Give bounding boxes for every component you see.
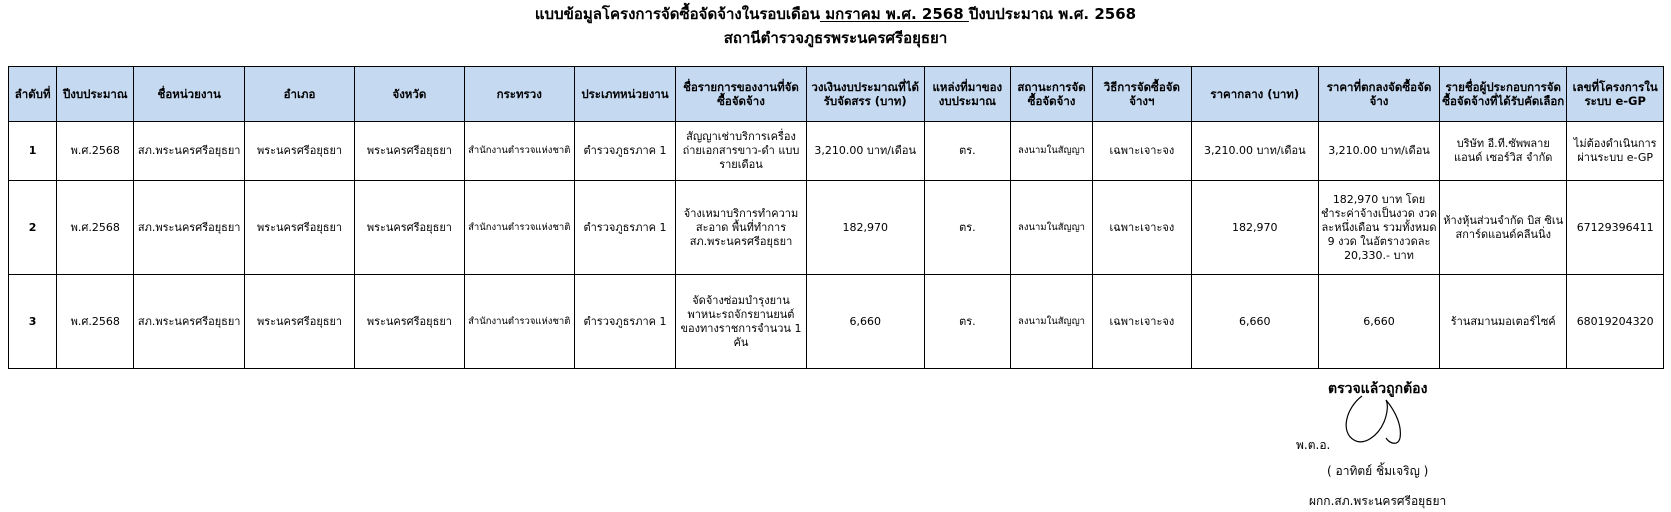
table-cell: สภ.พระนครศรีอยุธยา bbox=[134, 122, 245, 181]
table-cell: พ.ศ.2568 bbox=[57, 122, 134, 181]
table-cell: ลงนามในสัญญา bbox=[1010, 275, 1092, 369]
col-header: กระทรวง bbox=[464, 67, 574, 122]
table-cell: พระนครศรีอยุธยา bbox=[354, 122, 464, 181]
table-header-row bbox=[9, 67, 1664, 122]
col-header: สถานะการจัดซื้อจัดจ้าง bbox=[1010, 67, 1092, 122]
table-cell: ตำรวจภูธรภาค 1 bbox=[574, 181, 676, 275]
col-header: ราคาที่ตกลงจัดซื้อจัดจ้าง bbox=[1318, 67, 1439, 122]
col-header: ปีงบประมาณ bbox=[57, 67, 134, 122]
table-cell: 6,660 bbox=[1191, 275, 1318, 369]
table-cell: สำนักงานตำรวจแห่งชาติ bbox=[464, 122, 574, 181]
table-cell: 6,660 bbox=[1318, 275, 1439, 369]
title-suffix: ปีงบประมาณ พ.ศ. 2568 bbox=[968, 5, 1137, 23]
table-cell: สัญญาเช่าบริการเครื่องถ่ายเอกสารขาว-ดำ แบบรายเดือน bbox=[676, 122, 806, 181]
table-cell: 3,210.00 บาท/เดือน bbox=[806, 122, 924, 181]
table-cell: ตร. bbox=[924, 181, 1010, 275]
table-cell: ไม่ต้องดำเนินการผ่านระบบ e-GP bbox=[1567, 122, 1664, 181]
table-cell: ตำรวจภูธรภาค 1 bbox=[574, 122, 676, 181]
page-title bbox=[0, 4, 1671, 24]
table-cell: ลงนามในสัญญา bbox=[1010, 122, 1092, 181]
table-cell: 6,660 bbox=[806, 275, 924, 369]
table-cell: 182,970 bbox=[1191, 181, 1318, 275]
table-cell: พระนครศรีอยุธยา bbox=[354, 275, 464, 369]
col-header: แหล่งที่มาของงบประมาณ bbox=[924, 67, 1010, 122]
table-cell: บริษัท อี.ที.ซัพพลาย แอนด์ เซอร์วิส จำกัด bbox=[1440, 122, 1567, 181]
signature-position: ผกก.สภ.พระนครศรีอยุธยา bbox=[1309, 494, 1447, 508]
table-cell: 182,970 บาท โดยชำระค่าจ้างเป็นงวด งวดละหนึ่งเดือน รวมทั้งหมด 9 งวด ในอัตรางวดละ 20,330.- บาท bbox=[1318, 181, 1439, 275]
procurement-table bbox=[8, 66, 1664, 369]
col-header: ชื่อรายการของงานที่จัดซื้อจัดจ้าง bbox=[676, 67, 806, 122]
signature-name: ( อาทิตย์ ชิ้มเจริญ ) bbox=[1327, 464, 1429, 478]
table-cell: ตำรวจภูธรภาค 1 bbox=[574, 275, 676, 369]
col-header: เลขที่โครงการในระบบ e-GP bbox=[1567, 67, 1664, 122]
col-header: ลำดับที่ bbox=[9, 67, 57, 122]
signature-check-text: ตรวจแล้วถูกต้อง bbox=[1328, 381, 1428, 397]
table-cell: สำนักงานตำรวจแห่งชาติ bbox=[464, 275, 574, 369]
table-cell: พระนครศรีอยุธยา bbox=[245, 122, 355, 181]
table-cell: 3,210.00 บาท/เดือน bbox=[1318, 122, 1439, 181]
signature-rank: พ.ต.อ. bbox=[1296, 438, 1331, 452]
table-cell: 3 bbox=[9, 275, 57, 369]
title-prefix: แบบข้อมูลโครงการจัดซื้อจัดจ้างในรอบเดือน bbox=[534, 5, 821, 23]
table-cell: 182,970 bbox=[806, 181, 924, 275]
table-row bbox=[9, 122, 1664, 181]
page-subtitle: สถานีตำรวจภูธรพระนครศรีอยุธยา bbox=[723, 29, 948, 47]
col-header: วงเงินงบประมาณที่ได้รับจัดสรร (บาท) bbox=[806, 67, 924, 122]
table-cell: 2 bbox=[9, 181, 57, 275]
col-header: ราคากลาง (บาท) bbox=[1191, 67, 1318, 122]
table-cell: สำนักงานตำรวจแห่งชาติ bbox=[464, 181, 574, 275]
table-cell: เฉพาะเจาะจง bbox=[1093, 122, 1192, 181]
table-cell: ลงนามในสัญญา bbox=[1010, 181, 1092, 275]
table-cell: จัดจ้างซ่อมบำรุงยานพาหนะรถจักรยานยนต์ของทางราชการจำนวน 1 คัน bbox=[676, 275, 806, 369]
table-cell: จ้างเหมาบริการทำความสะอาด พื้นที่ทำการ สภ.พระนครศรีอยุธยา bbox=[676, 181, 806, 275]
table-cell: 68019204320 bbox=[1567, 275, 1664, 369]
handwritten-signature bbox=[1340, 392, 1420, 452]
table-cell: พระนครศรีอยุธยา bbox=[245, 181, 355, 275]
table-cell: พ.ศ.2568 bbox=[57, 275, 134, 369]
table-row bbox=[9, 275, 1664, 369]
col-header: จังหวัด bbox=[354, 67, 464, 122]
col-header: ประเภทหน่วยงาน bbox=[574, 67, 676, 122]
table-cell: พระนครศรีอยุธยา bbox=[354, 181, 464, 275]
title-month: มกราคม พ.ศ. 2568 bbox=[820, 5, 969, 23]
table-cell: เฉพาะเจาะจง bbox=[1093, 275, 1192, 369]
table-cell: ตร. bbox=[924, 122, 1010, 181]
col-header: ชื่อหน่วยงาน bbox=[134, 67, 245, 122]
table-cell: 1 bbox=[9, 122, 57, 181]
table-cell: 67129396411 bbox=[1567, 181, 1664, 275]
table-cell: 3,210.00 บาท/เดือน bbox=[1191, 122, 1318, 181]
col-header: อำเภอ bbox=[245, 67, 355, 122]
table-cell: พระนครศรีอยุธยา bbox=[245, 275, 355, 369]
col-header: วิธีการจัดซื้อจัดจ้างฯ bbox=[1093, 67, 1192, 122]
table-cell: ร้านสมานมอเตอร์ไซค์ bbox=[1440, 275, 1567, 369]
table-cell: ห้างหุ้นส่วนจำกัด บิส ซิเนสการ์ดแอนด์คลีนนิ่ง bbox=[1440, 181, 1567, 275]
table-cell: พ.ศ.2568 bbox=[57, 181, 134, 275]
col-header: รายชื่อผู้ประกอบการจัดซื้อจัดจ้างที่ได้รับคัดเลือก bbox=[1440, 67, 1567, 122]
table-row bbox=[9, 181, 1664, 275]
table-cell: ตร. bbox=[924, 275, 1010, 369]
table-cell: สภ.พระนครศรีอยุธยา bbox=[134, 275, 245, 369]
table-cell: สภ.พระนครศรีอยุธยา bbox=[134, 181, 245, 275]
table-cell: เฉพาะเจาะจง bbox=[1093, 181, 1192, 275]
